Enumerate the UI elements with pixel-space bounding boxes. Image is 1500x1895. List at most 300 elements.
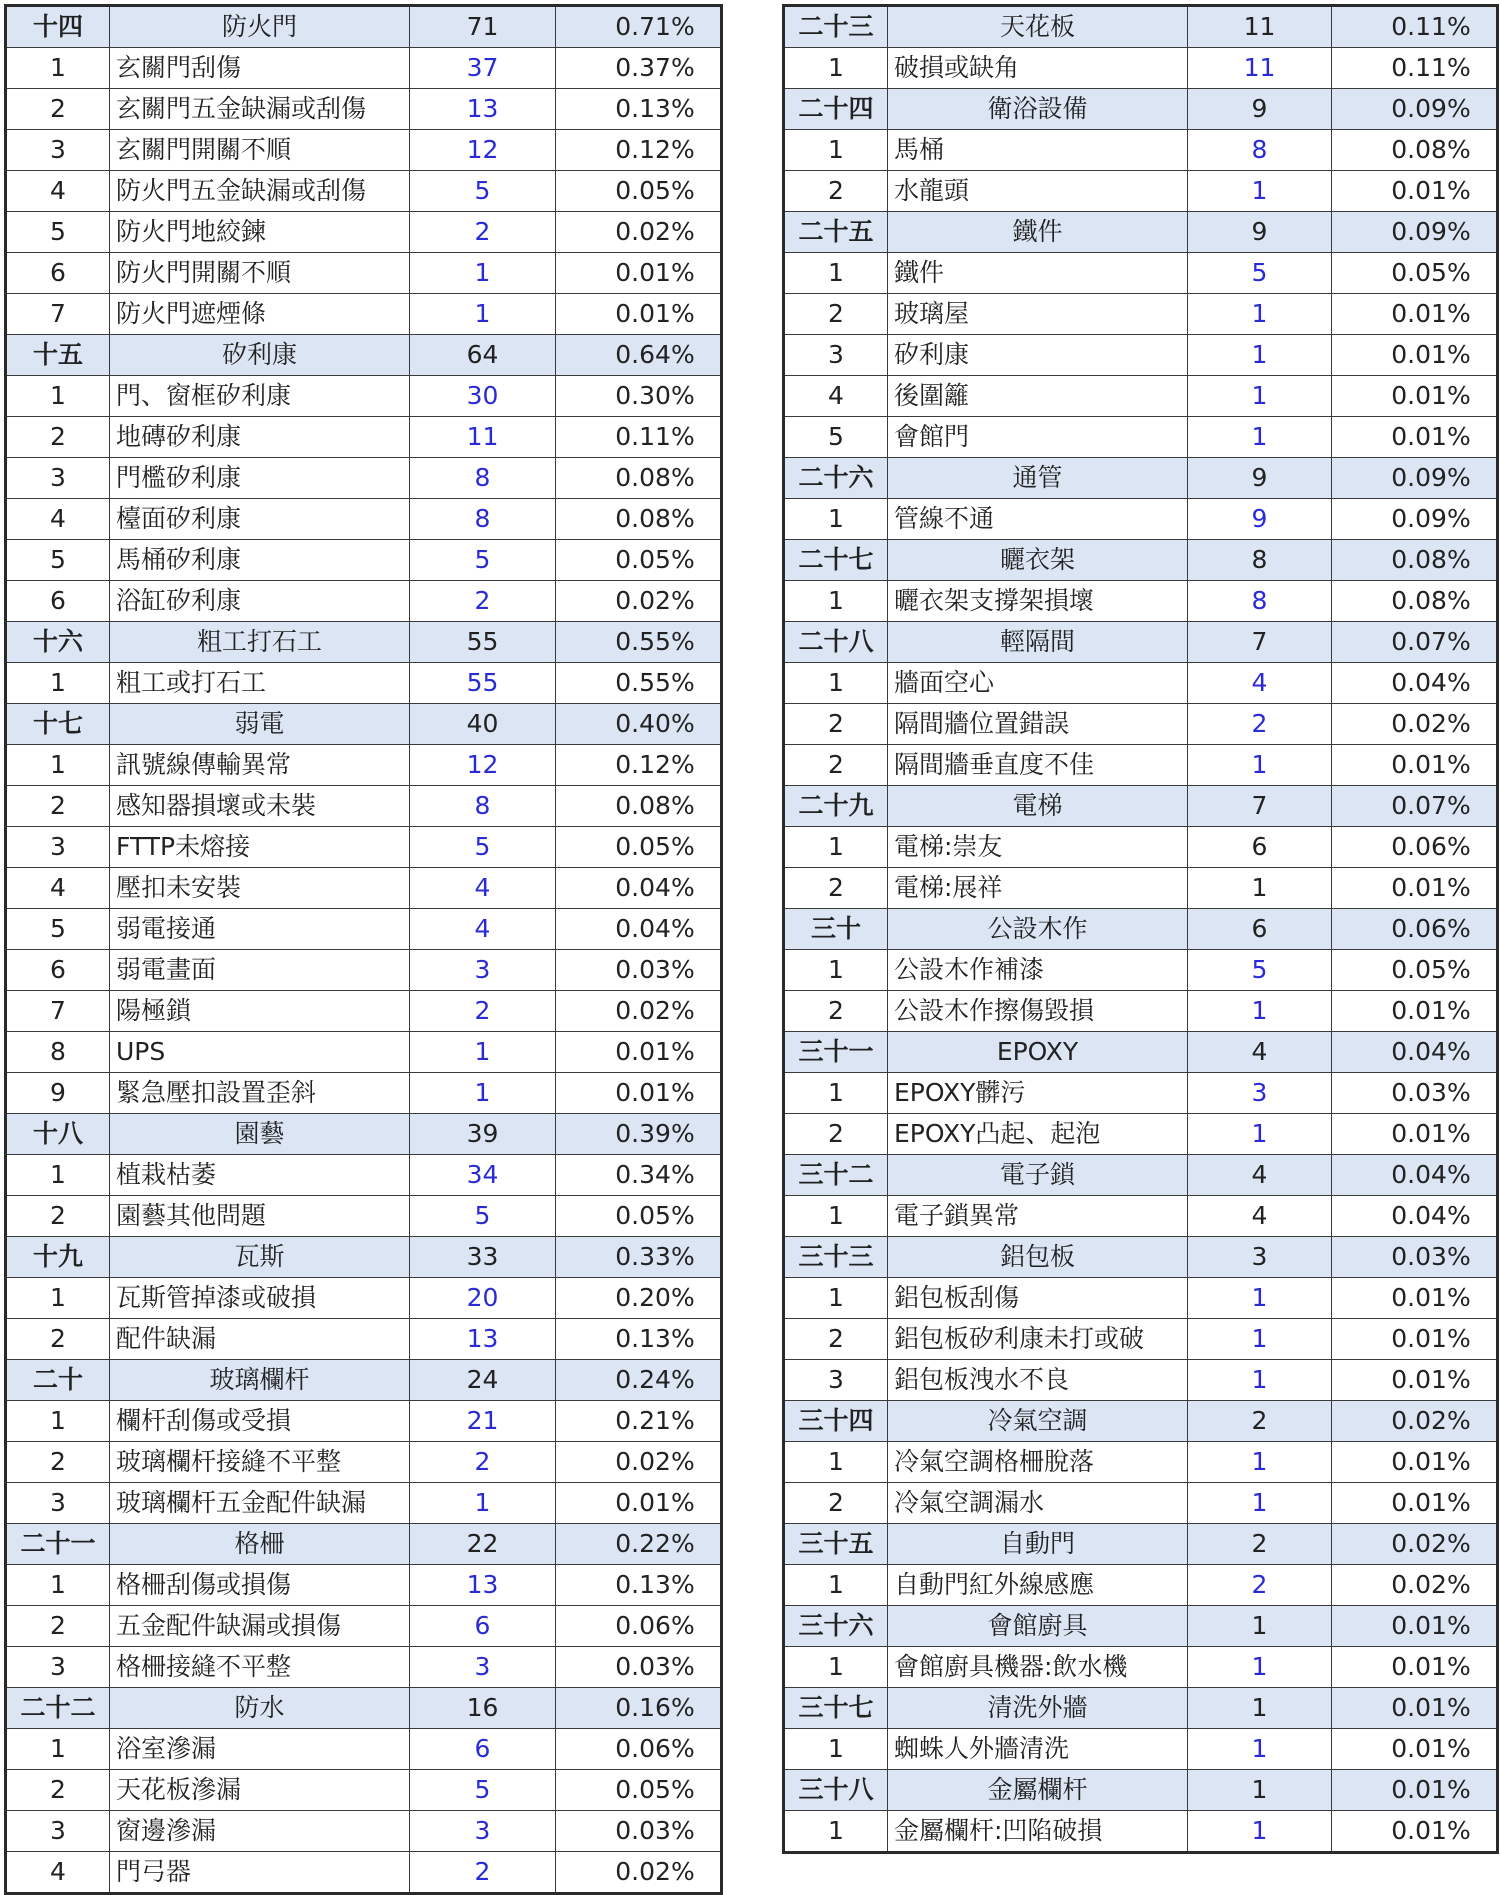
row-count: 4 [1188, 1196, 1332, 1237]
row-percentage: 0.12% [556, 745, 722, 786]
row-count: 1 [410, 1073, 556, 1114]
row-count: 1 [1188, 1811, 1332, 1853]
row-number: 5 [6, 540, 110, 581]
row-percentage: 0.02% [1332, 1565, 1498, 1606]
row-count: 3 [1188, 1073, 1332, 1114]
defect-table-left [4, 4, 723, 1895]
row-name: 園藝 [110, 1114, 410, 1155]
row-number: 三十六 [784, 1606, 888, 1647]
item-row [784, 950, 1498, 991]
row-name: 防火門 [110, 6, 410, 48]
item-row [6, 253, 722, 294]
row-count: 1 [1188, 376, 1332, 417]
row-percentage: 0.03% [1332, 1237, 1498, 1278]
row-count: 7 [1188, 786, 1332, 827]
row-name: 會館門 [888, 417, 1188, 458]
row-number: 十四 [6, 6, 110, 48]
row-number: 1 [784, 1196, 888, 1237]
row-name: 矽利康 [110, 335, 410, 376]
row-name: 弱電 [110, 704, 410, 745]
item-row [784, 1565, 1498, 1606]
item-row [784, 991, 1498, 1032]
item-row [6, 1196, 722, 1237]
row-percentage: 0.24% [556, 1360, 722, 1401]
item-row [6, 663, 722, 704]
row-percentage: 0.09% [1332, 89, 1498, 130]
row-count: 1 [1188, 1647, 1332, 1688]
row-count: 8 [1188, 540, 1332, 581]
row-percentage: 0.13% [556, 1565, 722, 1606]
row-name: 天花板滲漏 [110, 1770, 410, 1811]
row-percentage: 0.01% [1332, 1647, 1498, 1688]
row-number: 1 [6, 1565, 110, 1606]
row-percentage: 0.04% [556, 909, 722, 950]
row-number: 二十 [6, 1360, 110, 1401]
row-number: 三十一 [784, 1032, 888, 1073]
row-percentage: 0.06% [1332, 827, 1498, 868]
item-row [6, 294, 722, 335]
category-row [784, 1032, 1498, 1073]
row-name: 電梯:展祥 [888, 868, 1188, 909]
row-name: 格柵接縫不平整 [110, 1647, 410, 1688]
defect-table-right [782, 4, 1499, 1854]
row-count: 39 [410, 1114, 556, 1155]
category-row [6, 622, 722, 663]
row-count: 11 [1188, 6, 1332, 48]
row-percentage: 0.01% [1332, 745, 1498, 786]
row-number: 5 [6, 909, 110, 950]
row-number: 3 [6, 1483, 110, 1524]
category-row [6, 1237, 722, 1278]
item-row [784, 1360, 1498, 1401]
item-row [784, 1073, 1498, 1114]
row-name: 隔間牆位置錯誤 [888, 704, 1188, 745]
row-number: 1 [6, 48, 110, 89]
row-count: 9 [1188, 212, 1332, 253]
row-name: 衛浴設備 [888, 89, 1188, 130]
row-number: 二十九 [784, 786, 888, 827]
row-name: 檯面矽利康 [110, 499, 410, 540]
row-name: 後圍籬 [888, 376, 1188, 417]
row-number: 2 [6, 1770, 110, 1811]
row-number: 3 [784, 1360, 888, 1401]
row-name: 管線不通 [888, 499, 1188, 540]
row-count: 22 [410, 1524, 556, 1565]
category-row [784, 1770, 1498, 1811]
row-name: 感知器損壞或未裝 [110, 786, 410, 827]
row-number: 1 [784, 663, 888, 704]
row-count: 34 [410, 1155, 556, 1196]
row-percentage: 0.02% [556, 1852, 722, 1894]
row-count: 5 [1188, 253, 1332, 294]
row-count: 1 [1188, 1770, 1332, 1811]
row-count: 6 [410, 1729, 556, 1770]
item-row [6, 540, 722, 581]
row-name: 自動門 [888, 1524, 1188, 1565]
row-number: 2 [784, 1114, 888, 1155]
row-percentage: 0.01% [1332, 1360, 1498, 1401]
row-name: 鋁包板刮傷 [888, 1278, 1188, 1319]
row-percentage: 0.02% [556, 581, 722, 622]
row-percentage: 0.05% [556, 1196, 722, 1237]
item-row [6, 1155, 722, 1196]
row-name: 配件缺漏 [110, 1319, 410, 1360]
row-number: 6 [6, 581, 110, 622]
item-row [784, 417, 1498, 458]
row-number: 1 [784, 48, 888, 89]
row-percentage: 0.08% [556, 458, 722, 499]
row-name: 矽利康 [888, 335, 1188, 376]
row-count: 6 [410, 1606, 556, 1647]
row-percentage: 0.07% [1332, 622, 1498, 663]
item-row [6, 1401, 722, 1442]
row-number: 三十三 [784, 1237, 888, 1278]
row-number: 十五 [6, 335, 110, 376]
row-number: 2 [784, 171, 888, 212]
row-number: 二十五 [784, 212, 888, 253]
item-row [784, 581, 1498, 622]
row-number: 1 [784, 950, 888, 991]
row-percentage: 0.09% [1332, 212, 1498, 253]
row-name: 欄杆刮傷或受損 [110, 1401, 410, 1442]
row-name: 冷氣空調 [888, 1401, 1188, 1442]
row-name: 玻璃欄杆接縫不平整 [110, 1442, 410, 1483]
row-name: 電子鎖 [888, 1155, 1188, 1196]
category-row [784, 458, 1498, 499]
item-row [784, 1647, 1498, 1688]
row-count: 13 [410, 1565, 556, 1606]
category-row [784, 1688, 1498, 1729]
row-count: 3 [410, 1647, 556, 1688]
category-row [784, 6, 1498, 48]
row-number: 1 [784, 1647, 888, 1688]
row-percentage: 0.40% [556, 704, 722, 745]
row-count: 1 [1188, 1688, 1332, 1729]
item-row [6, 499, 722, 540]
row-name: 曬衣架 [888, 540, 1188, 581]
row-number: 2 [784, 1319, 888, 1360]
row-number: 二十二 [6, 1688, 110, 1729]
row-percentage: 0.04% [1332, 1032, 1498, 1073]
row-number: 4 [6, 171, 110, 212]
row-percentage: 0.03% [556, 1647, 722, 1688]
row-percentage: 0.09% [1332, 499, 1498, 540]
row-count: 6 [1188, 827, 1332, 868]
row-percentage: 0.71% [556, 6, 722, 48]
item-row [784, 499, 1498, 540]
category-row [784, 1524, 1498, 1565]
item-row [784, 1114, 1498, 1155]
row-count: 8 [1188, 130, 1332, 171]
item-row [6, 786, 722, 827]
row-count: 9 [1188, 89, 1332, 130]
category-row [784, 212, 1498, 253]
item-row [784, 1811, 1498, 1853]
item-row [784, 376, 1498, 417]
row-number: 6 [6, 950, 110, 991]
row-name: 玻璃欄杆五金配件缺漏 [110, 1483, 410, 1524]
row-name: 輕隔間 [888, 622, 1188, 663]
row-number: 十八 [6, 1114, 110, 1155]
row-percentage: 0.03% [556, 950, 722, 991]
row-name: 弱電接通 [110, 909, 410, 950]
row-percentage: 0.04% [1332, 1196, 1498, 1237]
row-name: 馬桶 [888, 130, 1188, 171]
row-percentage: 0.04% [1332, 663, 1498, 704]
row-percentage: 0.01% [1332, 1770, 1498, 1811]
row-count: 11 [410, 417, 556, 458]
item-row [6, 1647, 722, 1688]
row-percentage: 0.01% [1332, 171, 1498, 212]
item-row [6, 130, 722, 171]
row-name: 弱電畫面 [110, 950, 410, 991]
row-percentage: 0.39% [556, 1114, 722, 1155]
row-count: 8 [410, 499, 556, 540]
row-number: 1 [784, 1729, 888, 1770]
row-number: 5 [784, 417, 888, 458]
category-row [784, 89, 1498, 130]
row-number: 1 [6, 1278, 110, 1319]
row-number: 6 [6, 253, 110, 294]
item-row [784, 1442, 1498, 1483]
row-count: 4 [1188, 663, 1332, 704]
row-name: 曬衣架支撐架損壞 [888, 581, 1188, 622]
row-number: 4 [6, 1852, 110, 1894]
row-number: 1 [784, 1811, 888, 1853]
row-count: 1 [1188, 1319, 1332, 1360]
row-count: 8 [410, 786, 556, 827]
row-name: 門、窗框矽利康 [110, 376, 410, 417]
row-number: 3 [6, 130, 110, 171]
row-number: 十九 [6, 1237, 110, 1278]
row-name: 自動門紅外線感應 [888, 1565, 1188, 1606]
row-name: 玻璃欄杆 [110, 1360, 410, 1401]
row-number: 二十四 [784, 89, 888, 130]
category-row [784, 1237, 1498, 1278]
row-count: 5 [410, 1770, 556, 1811]
item-row [784, 171, 1498, 212]
row-name: 防火門地絞鍊 [110, 212, 410, 253]
row-count: 24 [410, 1360, 556, 1401]
row-percentage: 0.01% [1332, 335, 1498, 376]
row-percentage: 0.55% [556, 663, 722, 704]
row-percentage: 0.05% [556, 540, 722, 581]
row-number: 1 [6, 1729, 110, 1770]
row-count: 64 [410, 335, 556, 376]
item-row [784, 253, 1498, 294]
row-name: 浴室滲漏 [110, 1729, 410, 1770]
item-row [6, 950, 722, 991]
row-percentage: 0.11% [556, 417, 722, 458]
row-percentage: 0.04% [556, 868, 722, 909]
row-number: 1 [784, 1442, 888, 1483]
row-number: 5 [6, 212, 110, 253]
row-name: 窗邊滲漏 [110, 1811, 410, 1852]
row-count: 1 [1188, 868, 1332, 909]
category-row [6, 1688, 722, 1729]
item-row [784, 294, 1498, 335]
row-percentage: 0.01% [1332, 1278, 1498, 1319]
item-row [6, 1852, 722, 1894]
row-percentage: 0.07% [1332, 786, 1498, 827]
row-count: 1 [1188, 1114, 1332, 1155]
row-percentage: 0.01% [1332, 417, 1498, 458]
row-count: 8 [410, 458, 556, 499]
row-name: UPS [110, 1032, 410, 1073]
row-count: 21 [410, 1401, 556, 1442]
item-row [6, 1811, 722, 1852]
item-row [6, 1032, 722, 1073]
row-count: 2 [410, 1442, 556, 1483]
row-name: 金屬欄杆 [888, 1770, 1188, 1811]
row-name: EPOXY凸起、起泡 [888, 1114, 1188, 1155]
row-name: 格柵刮傷或損傷 [110, 1565, 410, 1606]
row-name: 緊急壓扣設置歪斜 [110, 1073, 410, 1114]
row-count: 4 [410, 868, 556, 909]
item-row [6, 212, 722, 253]
item-row [784, 130, 1498, 171]
row-percentage: 0.11% [1332, 48, 1498, 89]
item-row [784, 745, 1498, 786]
item-row [784, 48, 1498, 89]
row-number: 三十四 [784, 1401, 888, 1442]
row-name: 粗工打石工 [110, 622, 410, 663]
row-name: 水龍頭 [888, 171, 1188, 212]
row-percentage: 0.13% [556, 89, 722, 130]
row-count: 2 [1188, 1565, 1332, 1606]
row-count: 4 [410, 909, 556, 950]
row-name: 玻璃屋 [888, 294, 1188, 335]
category-row [784, 909, 1498, 950]
category-row [6, 6, 722, 48]
row-name: 鋁包板 [888, 1237, 1188, 1278]
row-count: 1 [1188, 991, 1332, 1032]
row-percentage: 0.05% [556, 827, 722, 868]
item-row [6, 89, 722, 130]
row-number: 1 [784, 1565, 888, 1606]
row-percentage: 0.02% [1332, 1524, 1498, 1565]
row-percentage: 0.08% [1332, 130, 1498, 171]
row-count: 55 [410, 622, 556, 663]
row-number: 1 [6, 663, 110, 704]
defect-table-right-body [784, 6, 1498, 1853]
row-number: 2 [784, 704, 888, 745]
row-count: 2 [410, 991, 556, 1032]
row-percentage: 0.05% [1332, 253, 1498, 294]
row-number: 4 [6, 499, 110, 540]
item-row [6, 1483, 722, 1524]
category-row [6, 1524, 722, 1565]
row-number: 2 [6, 1442, 110, 1483]
row-count: 2 [410, 212, 556, 253]
row-name: 鐵件 [888, 212, 1188, 253]
row-count: 33 [410, 1237, 556, 1278]
row-count: 2 [1188, 1524, 1332, 1565]
item-row [6, 1606, 722, 1647]
row-number: 1 [784, 253, 888, 294]
row-percentage: 0.64% [556, 335, 722, 376]
row-count: 1 [1188, 1360, 1332, 1401]
item-row [6, 417, 722, 458]
item-row [6, 1319, 722, 1360]
row-count: 3 [410, 1811, 556, 1852]
row-percentage: 0.08% [556, 786, 722, 827]
category-row [6, 335, 722, 376]
row-percentage: 0.01% [1332, 376, 1498, 417]
row-count: 1 [1188, 294, 1332, 335]
row-name: 電子鎖異常 [888, 1196, 1188, 1237]
row-name: 電梯:崇友 [888, 827, 1188, 868]
row-number: 4 [6, 868, 110, 909]
row-name: 地磚矽利康 [110, 417, 410, 458]
row-count: 1 [1188, 417, 1332, 458]
row-number: 3 [6, 458, 110, 499]
item-row [6, 581, 722, 622]
row-name: FTTP未熔接 [110, 827, 410, 868]
row-percentage: 0.03% [556, 1811, 722, 1852]
row-name: 防火門五金缺漏或刮傷 [110, 171, 410, 212]
row-name: 防火門遮煙條 [110, 294, 410, 335]
row-count: 5 [410, 540, 556, 581]
row-name: 天花板 [888, 6, 1188, 48]
row-number: 三十八 [784, 1770, 888, 1811]
row-number: 三十七 [784, 1688, 888, 1729]
item-row [784, 1483, 1498, 1524]
row-name: 鐵件 [888, 253, 1188, 294]
row-number: 9 [6, 1073, 110, 1114]
row-name: 會館廚具 [888, 1606, 1188, 1647]
row-name: 公設木作擦傷毀損 [888, 991, 1188, 1032]
item-row [784, 1196, 1498, 1237]
row-number: 2 [6, 786, 110, 827]
row-percentage: 0.05% [1332, 950, 1498, 991]
row-count: 5 [410, 1196, 556, 1237]
row-percentage: 0.22% [556, 1524, 722, 1565]
item-row [784, 1278, 1498, 1319]
row-number: 2 [784, 745, 888, 786]
row-percentage: 0.01% [1332, 1729, 1498, 1770]
item-row [784, 335, 1498, 376]
row-name: 鋁包板洩水不良 [888, 1360, 1188, 1401]
item-row [6, 991, 722, 1032]
row-count: 1 [410, 253, 556, 294]
row-name: 破損或缺角 [888, 48, 1188, 89]
row-percentage: 0.30% [556, 376, 722, 417]
row-name: 門弓器 [110, 1852, 410, 1894]
row-number: 1 [6, 1155, 110, 1196]
item-row [784, 663, 1498, 704]
item-row [6, 827, 722, 868]
row-number: 十七 [6, 704, 110, 745]
row-percentage: 0.01% [1332, 1114, 1498, 1155]
row-count: 1 [1188, 1729, 1332, 1770]
row-number: 2 [6, 417, 110, 458]
row-percentage: 0.02% [556, 1442, 722, 1483]
row-number: 3 [6, 1647, 110, 1688]
row-number: 7 [6, 294, 110, 335]
row-number: 三十 [784, 909, 888, 950]
row-count: 9 [1188, 499, 1332, 540]
row-number: 1 [784, 1073, 888, 1114]
row-name: 冷氣空調格柵脫落 [888, 1442, 1188, 1483]
row-number: 1 [784, 581, 888, 622]
row-count: 1 [410, 294, 556, 335]
row-name: 鋁包板矽利康未打或破 [888, 1319, 1188, 1360]
row-number: 二十六 [784, 458, 888, 499]
row-name: 園藝其他問題 [110, 1196, 410, 1237]
row-name: 防火門開關不順 [110, 253, 410, 294]
row-percentage: 0.21% [556, 1401, 722, 1442]
